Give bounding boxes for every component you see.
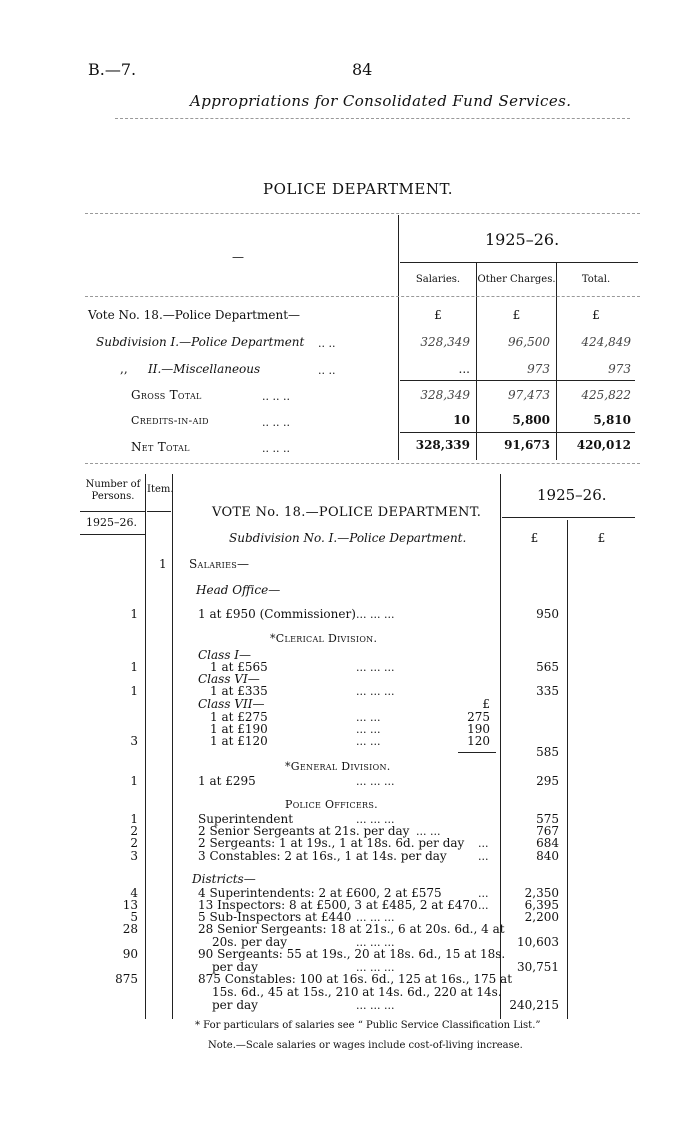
sum-rule <box>400 380 635 381</box>
sum-rule <box>400 432 635 433</box>
line-text: Superintendent <box>198 812 294 826</box>
leaders: ... <box>478 899 489 912</box>
amount: 2,200 <box>524 910 559 924</box>
line-text: 1 at £565 <box>210 660 268 674</box>
pound-unit: £ <box>482 697 490 711</box>
leaders: ... <box>478 837 489 850</box>
leaders: ... ... ... <box>356 661 395 674</box>
line-text: per day <box>212 998 258 1012</box>
persons-count: 28 <box>122 922 138 936</box>
total-value: 5,810 <box>593 413 631 427</box>
leaders: .. .. <box>318 364 336 377</box>
amount: 575 <box>536 812 559 826</box>
line-text: 90 Sergeants: 55 at 19s., 20 at 18s. 6d., 15 at 18s. <box>198 947 506 961</box>
line-text: 1 at £120 <box>210 734 268 748</box>
vote-title: VOTE No. 18.—POLICE DEPARTMENT. <box>212 505 482 520</box>
line-text: 1 at £950 (Commissioner) <box>198 607 356 621</box>
salaries-value: ... <box>458 362 470 376</box>
persons-count: 13 <box>122 898 138 912</box>
amount: 6,395 <box>524 898 559 912</box>
total-value: 973 <box>608 362 631 376</box>
amount: 767 <box>536 824 559 838</box>
total-value: 420,012 <box>576 438 631 452</box>
other-charges-value: 973 <box>527 362 550 376</box>
salaries-unit: £ <box>434 308 442 322</box>
other-charges-value: 5,800 <box>512 413 550 427</box>
summary-stub-dash: — <box>232 250 244 264</box>
salaries-heading: Salaries— <box>189 557 250 571</box>
leaders: ... ... ... <box>356 911 395 924</box>
subdivision-title: Subdivision No. I.—Police Department. <box>229 531 467 545</box>
running-title: Appropriations for Consolidated Fund Services. <box>190 92 572 110</box>
other-charges-value: 97,473 <box>508 388 550 402</box>
persons-count: 5 <box>130 910 138 924</box>
leaders: ... ... <box>416 825 441 838</box>
leaders: .. .. <box>318 337 336 350</box>
summary-year: 1925–26. <box>485 230 560 249</box>
line-text: 1 at £275 <box>210 710 268 724</box>
report-reference: B.—7. <box>88 60 137 79</box>
persons-count: 875 <box>115 972 138 986</box>
total-value: 425,822 <box>581 388 631 402</box>
amount: 950 <box>536 607 559 621</box>
amount: 2,350 <box>524 886 559 900</box>
credits-in-aid-label: Credits-in-aid <box>131 414 209 427</box>
persons-count: 1 <box>130 812 138 826</box>
leaders: ... ... <box>356 711 381 724</box>
detail-year-rule <box>502 517 635 518</box>
pound-unit: £ <box>530 531 539 545</box>
item-col-divider <box>172 474 173 1019</box>
leaders: ... ... <box>356 735 381 748</box>
other-charges-value: 91,673 <box>504 438 550 452</box>
line-text: 1 at £295 <box>198 774 256 788</box>
line-text: 3 Constables: 2 at 16s., 1 at 14s. per day <box>198 849 447 863</box>
vote-label: Vote No. 18.—Police Department— <box>88 308 301 322</box>
line-text: 5 Sub-Inspectors at £440 <box>198 910 352 924</box>
class-label: Class VI— <box>198 672 260 686</box>
amount-col-divider <box>500 474 501 1019</box>
amount: 30,751 <box>517 960 559 974</box>
persons-count: 2 <box>130 836 138 850</box>
leaders: ... ... <box>356 723 381 736</box>
sub-amount: 275 <box>467 710 490 724</box>
persons-count: 4 <box>130 886 138 900</box>
col-header-salaries: Salaries. <box>415 274 461 285</box>
leaders: ... ... ... <box>356 775 395 788</box>
sub-amount: 190 <box>467 722 490 736</box>
ditto-mark: ,, <box>120 362 128 376</box>
col-header-total: Total. <box>581 274 611 285</box>
col-header-number-of-persons: Number of Persons. <box>85 479 141 502</box>
col-header-other-charges: Other Charges. <box>477 274 556 285</box>
amount: 840 <box>536 849 559 863</box>
persons-count: 3 <box>130 849 138 863</box>
leaders: .. .. .. <box>262 390 290 403</box>
cost-of-living-note: Note.—Scale salaries or wages include cost-of-living increase. <box>208 1040 523 1051</box>
footnote: * For particulars of salaries see “ Public Service Classification List.” <box>195 1020 541 1031</box>
detail-year: 1925–26. <box>537 486 607 504</box>
salaries-value: 328,339 <box>415 438 470 452</box>
summary-col-divider <box>476 262 477 460</box>
persons-count: 1 <box>130 607 138 621</box>
class-label: Class I— <box>198 648 252 662</box>
leaders: ... <box>478 850 489 863</box>
persons-count: 1 <box>130 774 138 788</box>
line-text: 15s. 6d., 45 at 15s., 210 at 14s. 6d., 220 at 14s. <box>212 985 502 999</box>
leaders: .. .. .. <box>262 442 290 455</box>
subdivision-2-label: II.—Miscellaneous <box>148 362 261 376</box>
leaders: ... <box>478 887 489 900</box>
leaders: ... ... ... <box>356 961 395 974</box>
general-division-heading: *General Division. <box>285 760 391 773</box>
pound-unit: £ <box>597 531 606 545</box>
item-number: 1 <box>159 557 167 571</box>
head-office-heading: Head Office— <box>196 583 281 597</box>
class-label: Class VII— <box>198 697 265 711</box>
subdivision-1-label: Subdivision I.—Police Department <box>96 335 305 349</box>
amount: 295 <box>536 774 559 788</box>
page-number: 84 <box>352 60 373 79</box>
total-value: 424,849 <box>581 335 631 349</box>
persons-count: 3 <box>130 734 138 748</box>
summary-bottom-rule <box>85 463 640 464</box>
summary-col-divider <box>398 215 399 460</box>
leaders: ... ... ... <box>356 685 395 698</box>
leaders: ... ... ... <box>356 608 395 621</box>
police-officers-heading: Police Officers. <box>285 798 378 811</box>
amount: 335 <box>536 684 559 698</box>
line-text: 2 Sergeants: 1 at 19s., 1 at 18s. 6d. per day <box>198 836 465 850</box>
gross-total-label: Gross Total <box>131 388 202 402</box>
line-text: 28 Senior Sergeants: 18 at 21s., 6 at 20s. 6d., 4 at <box>198 922 505 936</box>
leaders: ... ... ... <box>356 936 395 949</box>
line-text: 1 at £335 <box>210 684 268 698</box>
line-text: 4 Superintendents: 2 at £600, 2 at £575 <box>198 886 442 900</box>
line-text: 2 Senior Sergeants at 21s. per day <box>198 824 410 838</box>
persons-count: 90 <box>122 947 138 961</box>
amount: 684 <box>536 836 559 850</box>
persons-count: 1 <box>130 660 138 674</box>
total-unit: £ <box>592 308 600 322</box>
salaries-value: 328,349 <box>420 335 470 349</box>
line-text: 13 Inspectors: 8 at £500, 3 at £485, 2 at £470 <box>198 898 478 912</box>
other-charges-value: 96,500 <box>508 335 550 349</box>
summary-header-rule <box>85 296 640 297</box>
leaders: ... ... ... <box>356 999 395 1012</box>
col-header-item: Item. <box>147 484 174 495</box>
subtotal-rule <box>458 752 496 753</box>
other-unit: £ <box>512 308 521 322</box>
number-col-year: 1925–26. <box>86 516 137 529</box>
item-header-rule <box>147 511 171 512</box>
amount: 10,603 <box>517 935 559 949</box>
amount: 565 <box>536 660 559 674</box>
leaders: ... ... ... <box>356 813 395 826</box>
summary-year-rule <box>400 262 638 263</box>
number-col-divider <box>145 474 146 1019</box>
summary-top-rule <box>85 213 640 214</box>
sub-amount: 120 <box>467 734 490 748</box>
amount: 585 <box>536 745 559 759</box>
line-text: 1 at £190 <box>210 722 268 736</box>
line-text: 20s. per day <box>212 935 288 949</box>
department-title: POLICE DEPARTMENT. <box>263 180 454 198</box>
leaders: .. .. .. <box>262 416 290 429</box>
districts-heading: Districts— <box>192 872 256 886</box>
line-text: per day <box>212 960 258 974</box>
salaries-value: 10 <box>453 413 470 427</box>
persons-count: 2 <box>130 824 138 838</box>
summary-col-divider <box>556 262 557 460</box>
amount: 240,215 <box>509 998 559 1012</box>
header-rule <box>115 118 630 119</box>
salaries-value: 328,349 <box>420 388 470 402</box>
net-total-label: Net Total <box>131 440 190 454</box>
clerical-division-heading: *Clerical Division. <box>270 632 378 645</box>
number-year-rule <box>80 534 145 535</box>
amount-col-divider <box>567 520 568 1019</box>
line-text: 875 Constables: 100 at 16s. 6d., 125 at 16s., 175 at <box>198 972 513 986</box>
number-header-rule <box>80 511 145 512</box>
persons-count: 1 <box>130 684 138 698</box>
